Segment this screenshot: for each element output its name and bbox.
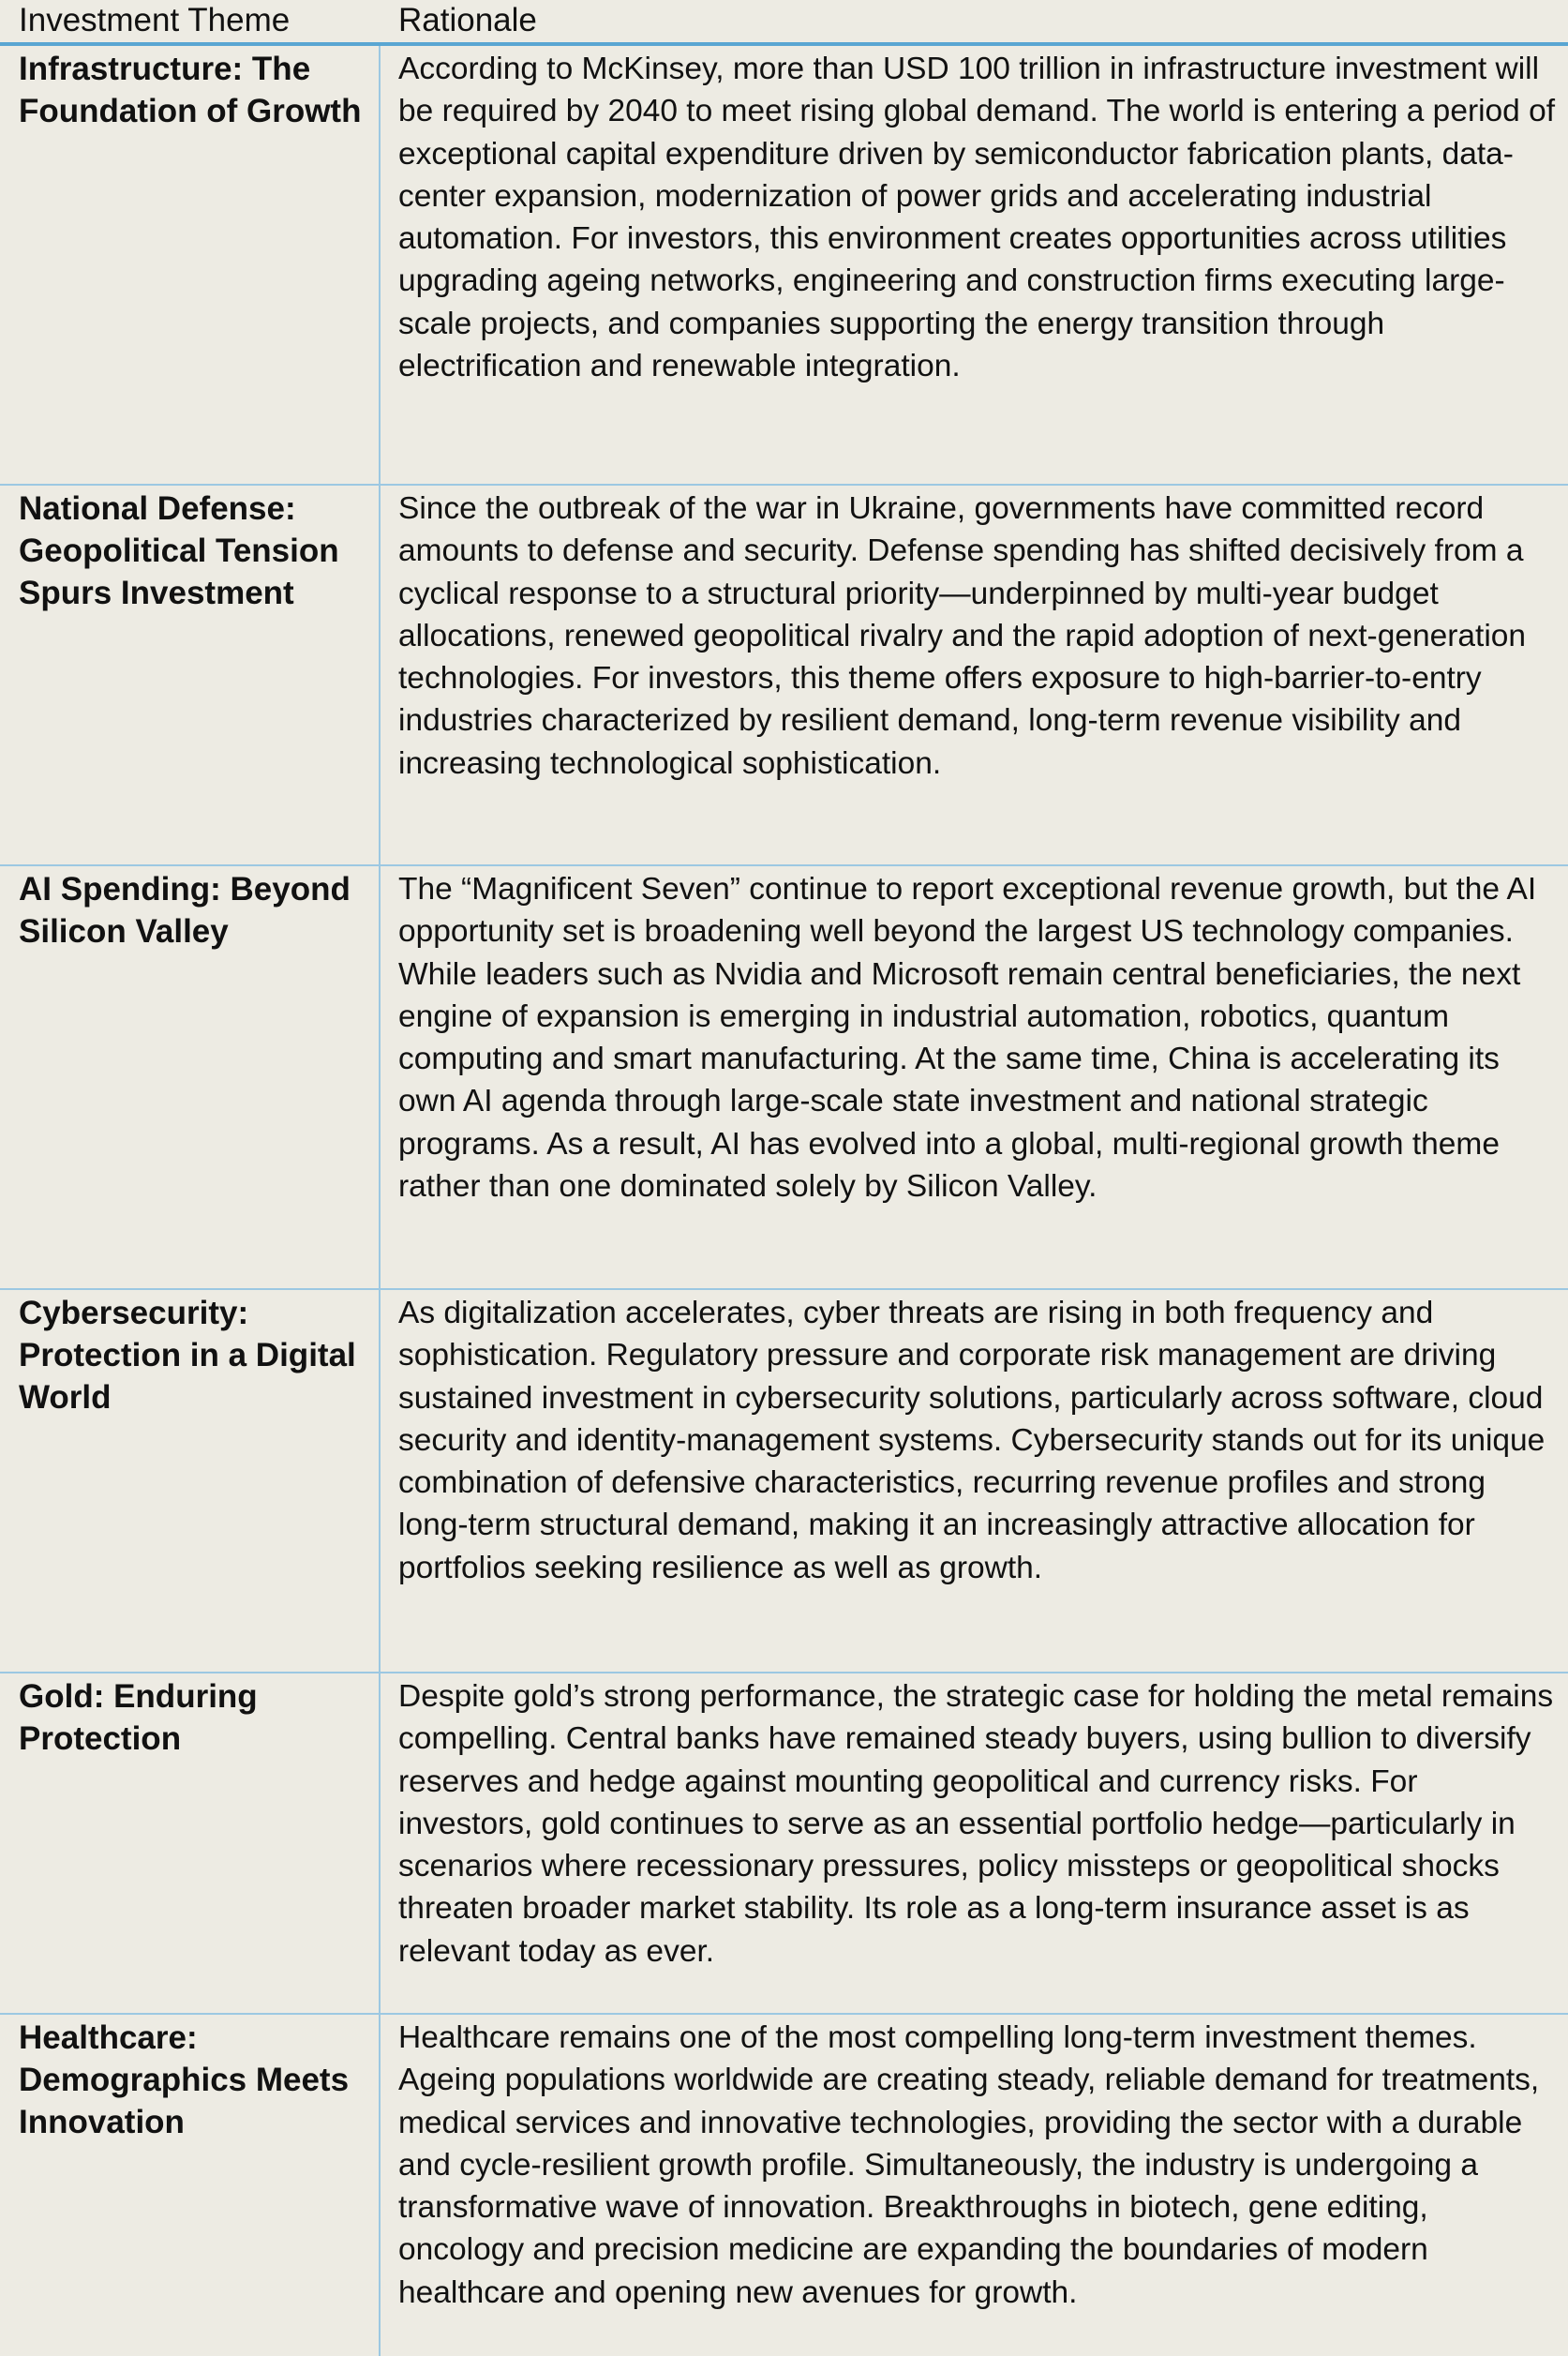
theme-title: AI Spending: Beyond Silicon Valley (19, 871, 351, 950)
theme-rationale: Despite gold’s strong performance, the strategic case for holding the metal remains compelling. Central banks have remained steady buyers, using bullion to diversify reserves and hedge against mounting geopolitical and currency risks. For investors, gold continues to serve as an essential portfolio hedge—particularly in scenarios where recessionary pressures, policy missteps or geopolitical shocks threaten broader market stability. Its role as a long-term insurance asset is as relevant today as ever. (398, 1679, 1554, 1969)
header-divider (0, 42, 1568, 46)
theme-title: Infrastructure: The Foundation of Growth (19, 51, 362, 129)
row-divider (0, 484, 1568, 486)
row-divider (0, 2013, 1568, 2015)
theme-rationale: As digitalization accelerates, cyber threats are rising in both frequency and sophistication. Regulatory pressure and corporate risk management are driving sustained investment in cybersecurity solutions, particularly across software, cloud security and identity-management systems. Cybersecurity stands out for its unique combination of defensive characteristics, recurring revenue profiles and strong long-term structural demand, making it an increasingly attractive allocation for portfolios seeking resilience as well as growth. (398, 1296, 1546, 1585)
column-divider (379, 46, 381, 2356)
theme-title: Cybersecurity: Protection in a Digital World (19, 1295, 356, 1416)
column-header-theme: Investment Theme (19, 2, 291, 38)
theme-title: National Defense: Geopolitical Tension Spurs Investment (19, 490, 339, 611)
column-header-rationale: Rationale (398, 2, 537, 38)
table-header (0, 0, 1568, 43)
theme-title: Gold: Enduring Protection (19, 1678, 258, 1757)
theme-title: Healthcare: Demographics Meets Innovation (19, 2019, 350, 2140)
theme-rationale: The “Magnificent Seven” continue to report exceptional revenue growth, but the AI opportunity set is broadening well beyond the largest US technology companies. While leaders such as Nvidia and Microsoft remain central beneficiaries, the next engine of expansion is emerging in industrial automation, robotics, quantum computing and smart manufacturing. At the same time, China is accelerating its own AI agenda through large-scale state investment and national strategic programs. As a result, AI has evolved into a global, multi-regional growth theme rather than one dominated solely by Silicon Valley. (398, 872, 1537, 1205)
row-divider (0, 864, 1568, 866)
theme-rationale: Healthcare remains one of the most compelling long-term investment themes. Ageing populations worldwide are creating steady, reliable demand for treatments, medical services and innovative technologies, providing the sector with a durable and cycle-resilient growth profile. Simultaneously, the industry is undergoing a transformative wave of innovation. Breakthroughs in biotech, gene editing, oncology and precision medicine are expanding the boundaries of modern healthcare and opening new avenues for growth. (398, 2020, 1540, 2310)
row-divider (0, 1672, 1568, 1673)
row-divider (0, 1288, 1568, 1290)
theme-rationale: Since the outbreak of the war in Ukraine, governments have committed record amounts to defense and security. Defense spending has shifted decisively from a cyclical response to a structural priority—underpinned by multi-year budget allocations, renewed geopolitical rivalry and the rapid adoption of next-generation technologies. For investors, this theme offers exposure to high-barrier-to-entry industries characterized by resilient demand, long-term revenue visibility and increasing technological sophistication. (398, 491, 1527, 781)
theme-rationale: According to McKinsey, more than USD 100 trillion in infrastructure investment will be required by 2040 to meet rising global demand. The world is entering a period of exceptional capital expenditure driven by semiconductor fabrication plants, data-center expansion, modernization of power grids and accelerating industrial automation. For investors, this environment creates opportunities across utilities upgrading ageing networks, engineering and construction firms executing large-scale projects, and companies supporting the energy transition through electrification and renewable integration. (398, 52, 1556, 384)
